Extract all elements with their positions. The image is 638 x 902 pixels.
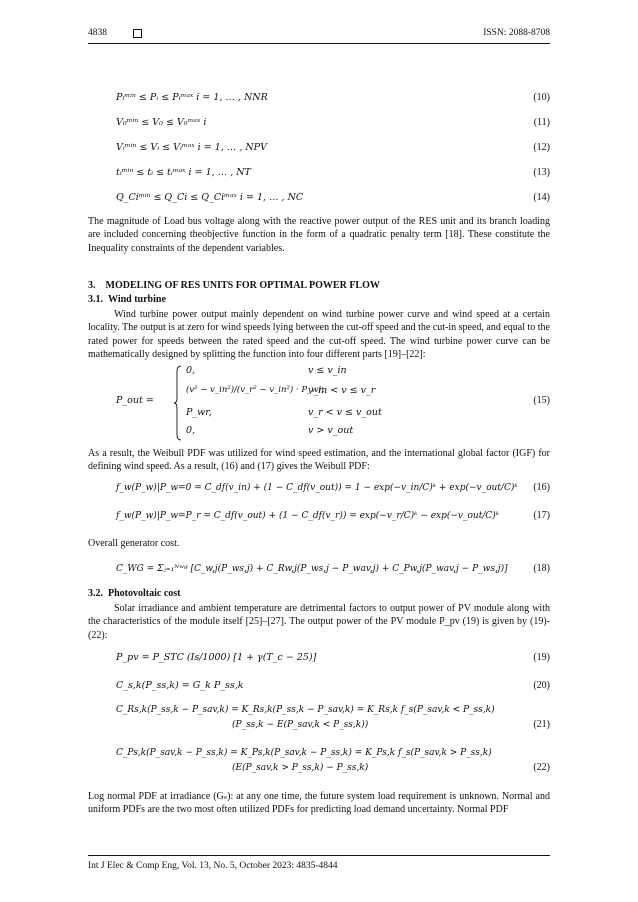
case-3-condition: v_r < v ≤ v_out (308, 407, 382, 418)
equation-20: C_s,k(P_ss,k) = G_k P_ss,k (20) (116, 680, 550, 691)
equation-17: f_w(P_w)|P_w=P_r = C_df(v_out) + (1 − C_df(v_r)) = exp(−v_r/C)ᵏ − exp(−v_out/C)ᵏ (17) (116, 510, 550, 521)
equation-13: tᵢᵐⁱⁿ ≤ tᵢ ≤ tᵢᵐᵃˣ i = 1, … , NT (13) (116, 167, 550, 178)
equation-12: Vᵢᵐⁱⁿ ≤ Vᵢ ≤ Vᵢᵐᵃˣ i = 1, … , NPV (12) (116, 142, 550, 153)
paragraph-photovoltaic: Solar irradiance and ambient temperature are detrimental factors to output power of PV module along with the characteristics of the module itself [25]–[27]. The output power of the PV module P_pv (19) is given by (19)-(22): (88, 603, 550, 641)
equation-11: V₀ᵐⁱⁿ ≤ V₀ ≤ V₀ᵐᵃˣ i (11) (116, 117, 550, 128)
paragraph-overall-cost: Overall generator cost. (88, 538, 180, 549)
paragraph-wind-turbine: Wind turbine power output mainly dependent on wind turbine power curve and wind speed at a certain locality. The output is at zero for wind speeds lying between the cut-off speed and the cut-in speed, and equal to the rated power for speeds between the rated speed and the cut-off speed. The wind turbine power curve can be mathematically designed by splitting the function into four different parts [19]–[22]: (88, 309, 550, 361)
equation-16: f_w(P_w)|P_w=0 = C_df(v_in) + (1 − C_df(v_out)) = 1 − exp(−v_in/C)ᵏ + exp(−v_out/C)ᵏ (16) (116, 482, 550, 493)
case-3-value: P_wr, (186, 407, 212, 418)
equation-15-number: (15) (533, 395, 550, 406)
piecewise-lhs: P_out = (116, 395, 154, 406)
equation-14: Q_Ciᵐⁱⁿ ≤ Q_Ci ≤ Q_Ciᵐᵃˣ i = 1, … , NC (14) (116, 192, 550, 203)
running-footer: Int J Elec & Comp Eng, Vol. 13, No. 5, October 2023: 4835-4844 (88, 861, 338, 871)
case-1-condition: v ≤ v_in (308, 365, 347, 376)
page-number: 4838 (88, 28, 107, 38)
left-brace-icon (174, 365, 182, 441)
case-4-condition: v > v_out (308, 425, 354, 436)
issn-label: ISSN: 2088-8708 (483, 28, 550, 38)
equation-18: C_WG = Σⱼ₌₁ᴺʷᵍ [C_w,j(P_ws,j) + C_Rw,j(P_ws,j − P_wav,j) + C_Pw,j(P_wav,j − P_ws,j)] (18) (116, 563, 550, 574)
square-bullet-icon (133, 29, 142, 38)
section-3-2-heading: 3.2. Photovoltaic cost (88, 588, 181, 599)
case-2-value: (v² − v_in²)/(v_r² − v_in²) · P_wr, (186, 385, 325, 395)
equation-22-line-1: C_Ps,k(P_sav,k − P_ss,k) = K_Ps,k(P_sav,k − P_ss,k) = K_Ps,k f_s(P_sav,k > P_ss,k) (116, 748, 492, 758)
footer-rule (88, 855, 550, 856)
equation-10: Pᵢᵐⁱⁿ ≤ Pᵢ ≤ Pᵢᵐᵃˣ i = 1, … , NNR (10) (116, 92, 550, 103)
case-2-condition: v_in < v ≤ v_r (308, 385, 376, 396)
equation-15-piecewise (116, 365, 550, 441)
equation-21-line-2: (P_ss,k − E(P_sav,k < P_ss,k)) (21) (232, 719, 550, 730)
equation-21-line-1: C_Rs,k(P_ss,k − P_sav,k) = K_Rs,k(P_ss,k − P_sav,k) = K_Rs,k f_s(P_sav,k < P_ss,k) (116, 705, 495, 715)
paragraph-lognormal: Log normal PDF at irradiance (Gₛ): at any one time, the future system load requirement is unknown. Normal and uniform PDFs are the two most often utilized PDFs for predicting load demand uncertainty. Normal PDF (88, 791, 550, 816)
equation-22-line-2: (E(P_sav,k > P_ss,k) − P_ss,k) (22) (232, 762, 550, 773)
case-4-value: 0, (186, 425, 196, 436)
header-rule (88, 43, 550, 44)
running-header (88, 28, 550, 38)
section-3-1-heading: 3.1. Wind turbine (88, 294, 166, 305)
paragraph-constraints: The magnitude of Load bus voltage along with the reactive power output of the RES unit and its branch loading are included concerning theobjective function in the form of a quadratic penalty term [18]. These constitute the Inequality constraints of the dependent variables. (88, 216, 550, 254)
case-1-value: 0, (186, 365, 196, 376)
section-3-heading: 3. MODELING OF RES UNITS FOR OPTIMAL POWER FLOW (88, 280, 380, 291)
paragraph-weibull: As a result, the Weibull PDF was utilized for wind speed estimation, and the international global factor (IGF) for defining wind speed. As a result, (16) and (17) gives the Weibull PDF: (88, 448, 550, 473)
equation-19: P_pv = P_STC (Is/1000) [1 + γ(T_c − 25)] (19) (116, 652, 550, 663)
